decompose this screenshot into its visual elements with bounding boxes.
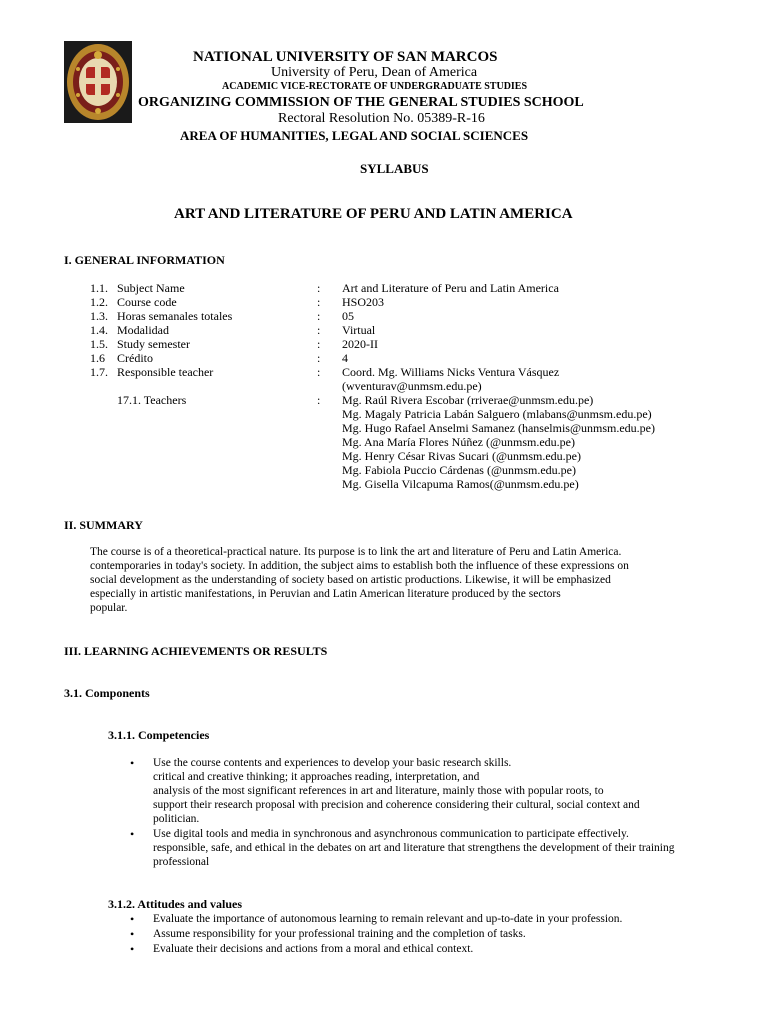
list-line: Evaluate their decisions and actions from a moral and ethical context.	[153, 943, 474, 955]
row-value: HSO203	[342, 295, 385, 309]
row-colon: :	[317, 365, 321, 379]
area-name: AREA OF HUMANITIES, LEGAL AND SOCIAL SCIENCES	[180, 128, 529, 143]
summary-line: especially in artistic manifestations, in Peruvian and Latin American literature produced by the sectors	[90, 588, 561, 600]
subheading-competencies: 3.1.1. Competencies	[108, 728, 210, 742]
row-label: Crédito	[117, 351, 153, 365]
teacher-entry: Mg. Fabiola Puccio Cárdenas (@unmsm.edu.pe)	[342, 463, 577, 477]
responsible-teacher-email: (wventurav@unmsm.edu.pe)	[342, 379, 482, 393]
teachers-label: 17.1. Teachers	[117, 393, 187, 407]
bullet-icon: •	[130, 942, 135, 956]
summary-line: The course is of a theoretical-practical nature. Its purpose is to link the art and literature of Peru and Latin America.	[90, 546, 622, 558]
document-type: SYLLABUS	[360, 161, 429, 176]
list-line: responsible, safe, and ethical in the debates on art and literature that strengthens the development of their training	[153, 842, 675, 854]
row-colon: :	[317, 295, 321, 309]
row-number: 1.5.	[90, 337, 108, 351]
teacher-entry: Mg. Hugo Rafael Anselmi Samanez (hanselmis@unmsm.edu.pe)	[342, 421, 655, 435]
row-value: 4	[342, 351, 348, 365]
section-heading-summary: II. SUMMARY	[64, 518, 143, 532]
row-value: 2020-II	[342, 337, 378, 351]
teacher-entry: Mg. Gisella Vilcapuma Ramos(@unmsm.edu.pe)	[342, 477, 579, 491]
vice-rectorate: ACADEMIC VICE-RECTORATE OF UNDERGRADUATE STUDIES	[222, 81, 528, 92]
row-label: Study semester	[117, 337, 190, 351]
row-number: 1.1.	[90, 281, 108, 295]
list-line: politician.	[153, 813, 200, 825]
course-title: ART AND LITERATURE OF PERU AND LATIN AMERICA	[174, 206, 573, 222]
row-colon: :	[317, 337, 321, 351]
row-number: 1.4.	[90, 323, 108, 337]
teacher-entry: Mg. Ana María Flores Núñez (@unmsm.edu.pe)	[342, 435, 576, 449]
row-colon: :	[317, 281, 321, 295]
teacher-entry: Mg. Raúl Rivera Escobar (rriverae@unmsm.edu.pe)	[342, 393, 594, 407]
list-line: Use digital tools and media in synchronous and asynchronous communication to participate effectively.	[153, 828, 629, 840]
row-number: 1.6	[90, 351, 105, 365]
row-number: 1.7.	[90, 365, 108, 379]
teacher-entry: Mg. Henry César Rivas Sucari (@unmsm.edu.pe)	[342, 449, 582, 463]
summary-line: social development as the understanding of society based on artistic productions. Likewise, it will be emphasized	[90, 574, 611, 586]
row-colon: :	[317, 351, 321, 365]
list-line: Evaluate the importance of autonomous learning to remain relevant and up-to-date in your profession.	[153, 913, 623, 925]
list-line: professional	[153, 856, 210, 868]
row-value: 05	[342, 309, 354, 323]
university-subtitle: University of Peru, Dean of America	[271, 65, 478, 80]
teachers-colon: :	[317, 393, 321, 407]
row-label: Modalidad	[117, 323, 169, 337]
row-number: 1.2.	[90, 295, 108, 309]
university-crest-logo	[64, 41, 132, 123]
subheading-attitudes-values: 3.1.2. Attitudes and values	[108, 897, 243, 911]
row-number: 1.3.	[90, 309, 108, 323]
section-heading-general-information: I. GENERAL INFORMATION	[64, 253, 225, 267]
row-label: Course code	[117, 295, 177, 309]
list-line: Use the course contents and experiences to develop your basic research skills.	[153, 757, 512, 769]
row-colon: :	[317, 309, 321, 323]
row-label: Horas semanales totales	[117, 309, 233, 323]
list-line: support their research proposal with precision and coherence considering their cultural, social context and	[153, 799, 640, 811]
section-heading-learning-achievements: III. LEARNING ACHIEVEMENTS OR RESULTS	[64, 644, 328, 658]
row-value: Coord. Mg. Williams Nicks Ventura Vásquez	[342, 365, 560, 379]
bullet-icon: •	[130, 756, 135, 770]
list-line: critical and creative thinking; it approaches reading, interpretation, and	[153, 771, 480, 783]
row-value: Art and Literature of Peru and Latin America	[342, 281, 559, 295]
row-label: Subject Name	[117, 281, 185, 295]
row-colon: :	[317, 323, 321, 337]
teacher-entry: Mg. Magaly Patricia Labán Salguero (mlabans@unmsm.edu.pe)	[342, 407, 652, 421]
row-value: Virtual	[342, 323, 376, 337]
summary-line: popular.	[90, 602, 128, 614]
bullet-icon: •	[130, 912, 135, 926]
university-name: NATIONAL UNIVERSITY OF SAN MARCOS	[193, 49, 498, 65]
summary-line: contemporaries in today's society. In addition, the subject aims to establish both the influence of these expressions on	[90, 560, 629, 572]
bullet-icon: •	[130, 827, 135, 841]
subheading-components: 3.1. Components	[64, 686, 150, 700]
list-line: Assume responsibility for your professional training and the completion of tasks.	[153, 928, 526, 940]
row-label: Responsible teacher	[117, 365, 214, 379]
organizing-commission: ORGANIZING COMMISSION OF THE GENERAL STUDIES SCHOOL	[138, 95, 584, 110]
list-line: analysis of the most significant references in art and literature, mainly those with popular roots, to	[153, 785, 604, 797]
rectoral-resolution: Rectoral Resolution No. 05389-R-16	[278, 111, 485, 126]
bullet-icon: •	[130, 927, 135, 941]
